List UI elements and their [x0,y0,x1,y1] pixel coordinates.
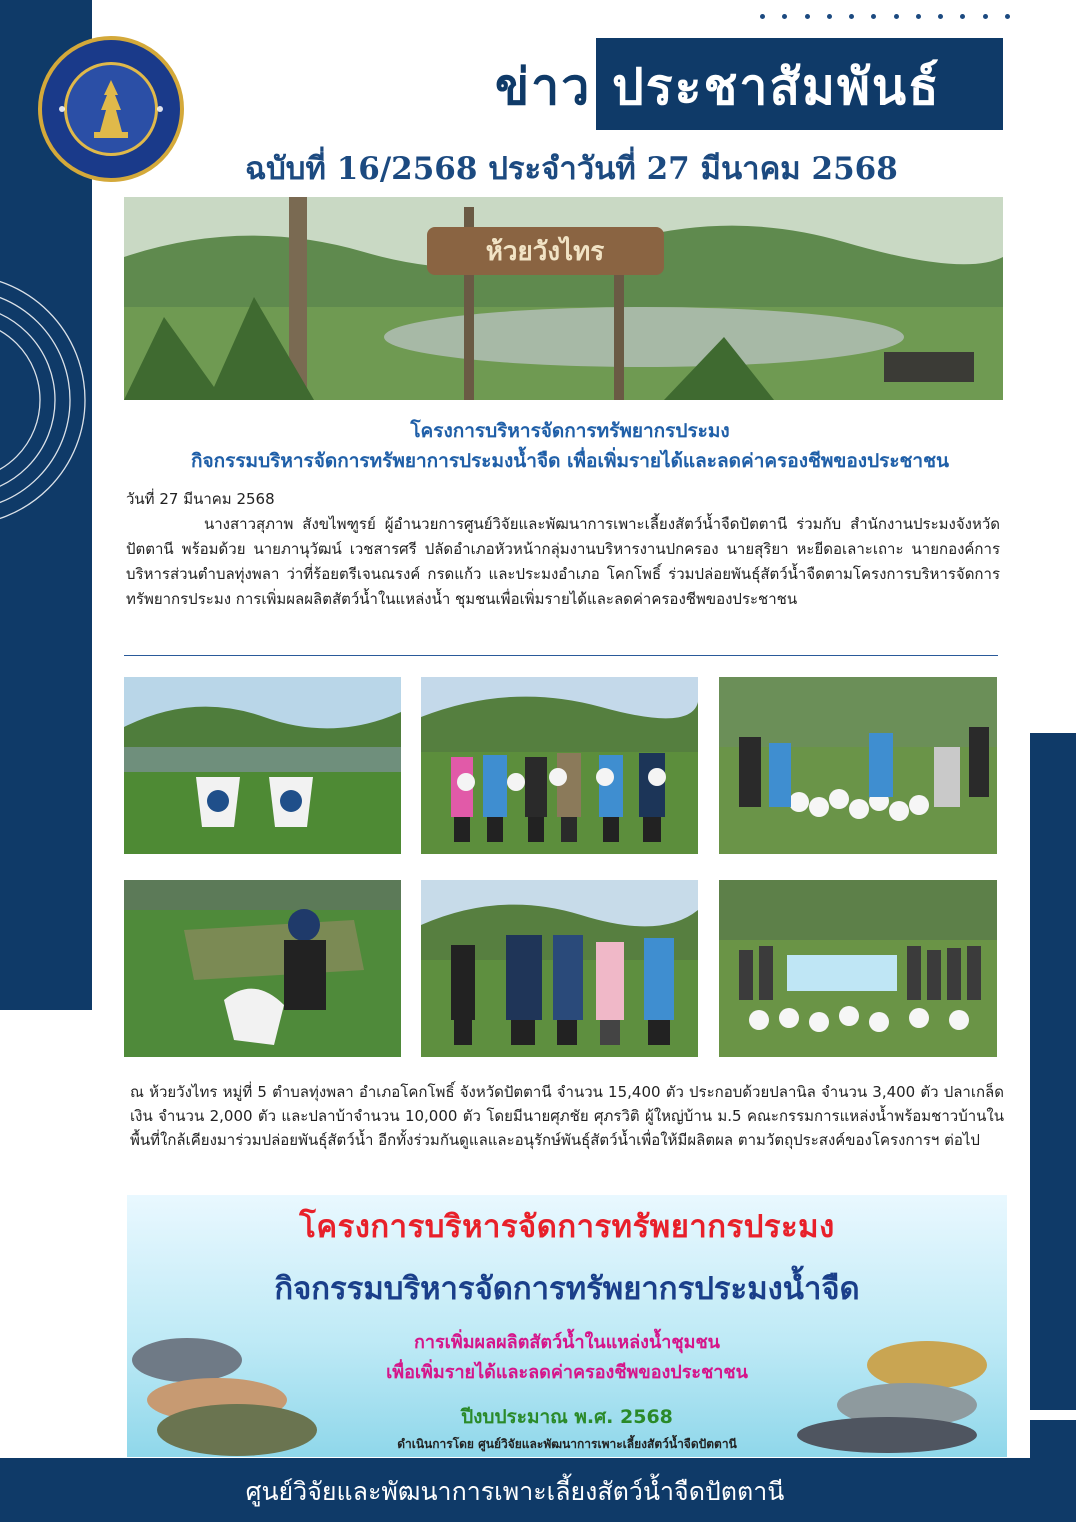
decorative-arcs [0,240,92,560]
title-news: ข่าว [495,57,592,116]
footer-bar [0,1458,1030,1522]
banner-line-1: โครงการบริหารจัดการทรัพยากรประมง [299,1209,835,1245]
divider [124,655,998,656]
banner-line-5: ปีงบประมาณ พ.ศ. 2568 [461,1406,673,1428]
gallery-photo-6 [719,880,997,1057]
title-public-relations: ประชาสัมพันธ์ [612,57,941,116]
article-paragraph-2: ณ ห้วยวังไทร หมู่ที่ 5 ตำบลทุ่งพลา อำเภอโคกโพธิ์ จังหวัดปัตตานี จำนวน 15,400 ตัว ประกอบด้วยปลานิล จำนวน 3,400 ตัว ปลาเกล็ดเงิน จำนวน 2,000 ตัว และปลาบ้าจำนวน 10,000 ตัว โดยมีนายศุภชัย ศุภรวิติ ผู้ใหญ่บ้าน ม.5 คณะกรรมการแหล่งน้ำพร้อมชาวบ้านในพื้นที่ใกล้เคียงมาร่วมปล่อยพันธุ์สัตว์น้ำ อีกทั้งร่วมกันดูแลและอนุรักษ์พันธุ์สัตว์น้ำเพื่อให้มีผลิตผล ตามวัตถุประสงค์ของโครงการฯ ต่อไป [130,1083,1004,1149]
right-decor-bar [1030,733,1076,1410]
banner-line-4: เพื่อเพิ่มรายได้และลดค่าครองชีพของประชาชน [386,1362,748,1383]
hero-photo [124,197,1003,400]
banner-line-6: ดำเนินการโดย ศูนย์วิจัยและพัฒนาการเพาะเลี้ยงสัตว์น้ำจืดปัตตานี [397,1437,737,1451]
issue-line: ฉบับที่ 16/2568 ประจำวันที่ 27 มีนาคม 2568 [245,151,898,187]
hero-sign-text: ห้วยวังไทร [485,237,605,267]
headline-line-1: โครงการบริหารจัดการทรัพยากรประมง [410,420,730,442]
paragraph-1-text: นางสาวสุภาพ สังขไพฑูรย์ ผู้อำนวยการศูนย์วิจัยและพัฒนาการเพาะเลี้ยงสัตว์น้ำจืดปัตตานี ร่วมกับ สำนักงานประมงจังหวัดปัตตานี พร้อมด้วย นายภานุวัฒน์ เวชสารศรี ปลัดอำเภอหัวหน้ากลุ่มงานบริหารงานปกครอง นายสุริยา หะยีดอเลาะเถาะ นายกองค์การบริหารส่วนตำบลทุ่งพลา ว่าที่ร้อยตรีเจนณรงค์ กรดแก้ว และประมงอำเภอ โคกโพธิ์ ร่วมปล่อยพันธุ์สัตว์น้ำจืดตามโครงการบริหารจัดการทรัพยากรประมง การเพิ่มผลผลิตสัตว์น้ำในแหล่งน้ำ ชุมชนเพื่อเพิ่มรายได้และลดค่าครองชีพของประชาชน [126,515,1000,608]
gallery-photo-4 [124,880,401,1057]
footer-organization: ศูนย์วิจัยและพัฒนาการเพาะเลี้ยงสัตว์น้ำจืดปัตตานี [245,1477,785,1506]
banner-line-2: กิจกรรมบริหารจัดการทรัพยากรประมงน้ำจืด [274,1271,860,1307]
article-paragraph-1 [126,512,1000,612]
gallery-photo-3 [719,677,997,854]
gallery-photo-2 [421,677,698,854]
gallery-photo-5 [421,880,698,1057]
banner-line-3: การเพิ่มผลผลิตสัตว์น้ำในแหล่งน้ำชุมชน [414,1332,720,1353]
gallery-photo-1 [124,677,401,854]
right-decor-bar-bottom [1030,1420,1076,1522]
decorative-dots [760,14,1010,19]
headline-line-2: กิจกรรมบริหารจัดการทรัพยาการประมงน้ำจืด เพื่อเพิ่มรายได้และลดค่าครองชีพของประชาชน [191,450,949,472]
project-banner [127,1195,1007,1457]
article-headline [110,416,1030,476]
article-date: วันที่ 27 มีนาคม 2568 [126,490,275,508]
agency-seal-icon [38,36,184,182]
